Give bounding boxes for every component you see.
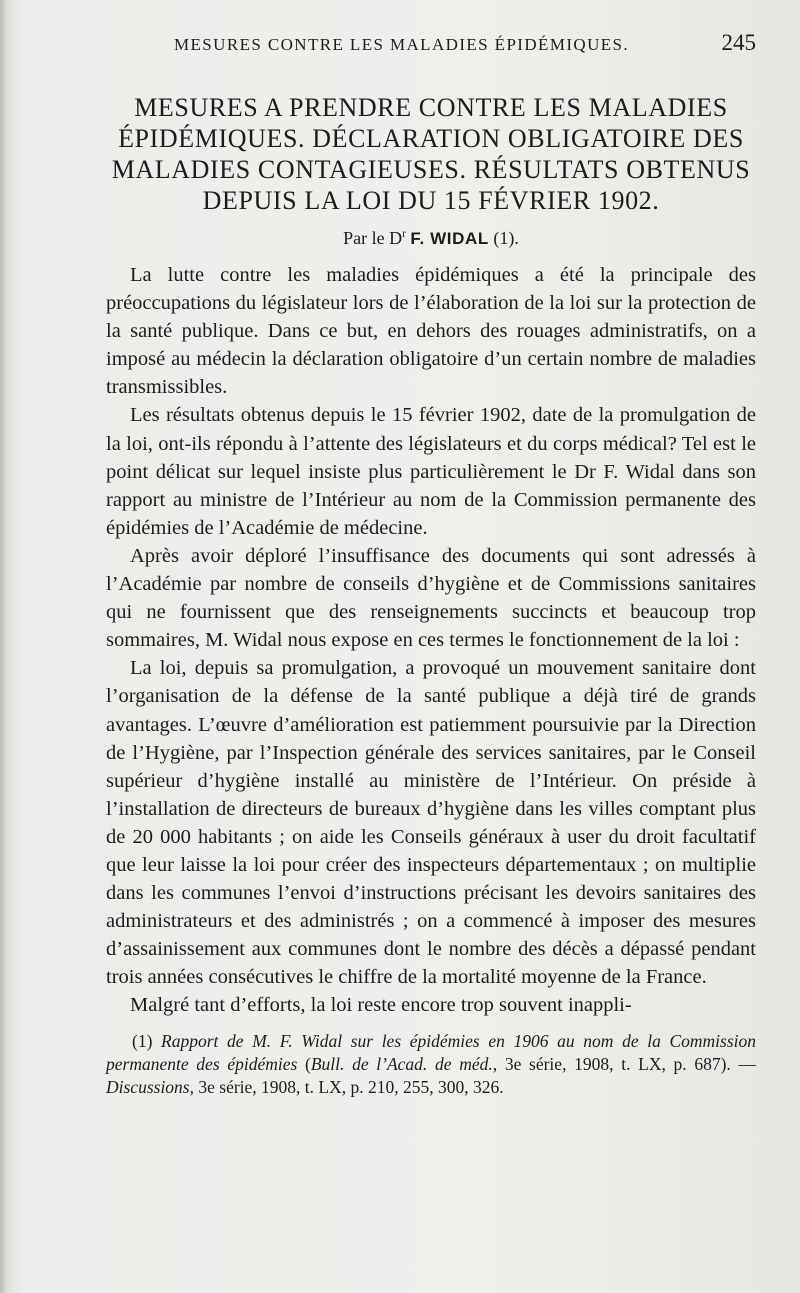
byline-prefix: Par le D <box>343 228 403 248</box>
byline-sup: r <box>402 228 406 240</box>
running-title: MESURES CONTRE LES MALADIES ÉPIDÉMIQUES. <box>174 35 630 54</box>
footnote-rest: , 3e série, 1908, t. LX, p. 687). — <box>492 1053 756 1074</box>
paragraph: Les résultats obtenus depuis le 15 février 1902, date de la promulgation de la loi, ont-ils répondu à l’attente des législateurs et du corps médical? Tel est le point délicat sur lequel insiste plus particulièrement le Dr F. Widal dans son rapport au ministre de l’Intérieur au nom de la Commission permanente des épidémies de l’Académie de médecine. <box>106 404 756 539</box>
byline-note: (1). <box>493 228 519 248</box>
paragraph: Après avoir déploré l’insuffisance des documents qui sont adressés à l’Académie par nombre de conseils d’hygiène et de Commissions sanitaires qui ne fournissent que des renseignements succincts et beaucoup trop sommaires, M. Widal nous expose en ces termes le fonctionnement de la loi : <box>106 544 756 652</box>
paragraph: La lutte contre les maladies épidémiques a été la principale des préoccupations du législateur lors de l’élaboration de la loi sur la protection de la santé publique. Dans ce but, en dehors des rouages administratifs, on a imposé au médecin la déclaration obligatoire d’un certain nombre de maladies transmissibles. <box>106 264 756 399</box>
footnote-italic-lead: Rapport de M. F. Widal sur les épidémies en 1906 au nom de la Commission permanente des épidémies <box>106 1030 757 1074</box>
paragraph: La loi, depuis sa promulgation, a provoqué un mouvement sanitaire dont l’organisation de la défense de la santé publique a déjà tiré de grands avantages. L’œuvre d’amélioration est patiemment poursuivie par la Direction de l’Hygiène, par l’Inspection générale des services sanitaires, par le Conseil supérieur d’hygiène installé au ministère de l’Intérieur. On préside à l’installation de directeurs de bureaux d’hygiène dans les villes comptant plus de 20 000 habitants ; on aide les Conseils généraux à user du droit facultatif que leur laisse la loi pour créer des inspecteurs départementaux ; on multiplie dans les communes l’envoi d’instructions précisant les devoirs sanitaires des administrateurs et des administrés ; on a commencé à imposer des mesures d’assainissement aux communes dont le nombre des décès a dépassé pendant trois années consécutives le chiffre de la mortalité moyenne de la France. <box>106 657 756 989</box>
byline-author: F. WIDAL <box>410 229 489 248</box>
page-edge <box>0 0 6 1293</box>
paragraph: Malgré tant d’efforts, la loi reste encore trop souvent inappli- <box>130 994 632 1017</box>
article-title: MESURES A PRENDRE CONTRE LES MALADIES ÉPIDÉMIQUES. DÉCLARATION OBLIGATOIRE DES MALADIES CONTAGIEUSES. RÉSULTATS OBTENUS DEPUIS LA LOI DU 15 FÉVRIER 1902. <box>111 93 751 215</box>
footnote-bull: Bull. de l’Acad. de méd. <box>310 1053 493 1074</box>
footnote-roman-mid: ( <box>305 1053 311 1074</box>
footnote-end: , 3e série, 1908, t. LX, p. 210, 255, 300, 326. <box>189 1076 504 1097</box>
running-head <box>106 30 756 70</box>
byline <box>106 228 756 249</box>
page-number: 245 <box>721 30 756 55</box>
footnote-marker: (1) <box>132 1030 153 1051</box>
footnote-discussions: Discussions <box>106 1076 190 1097</box>
footnote <box>106 1030 756 1099</box>
